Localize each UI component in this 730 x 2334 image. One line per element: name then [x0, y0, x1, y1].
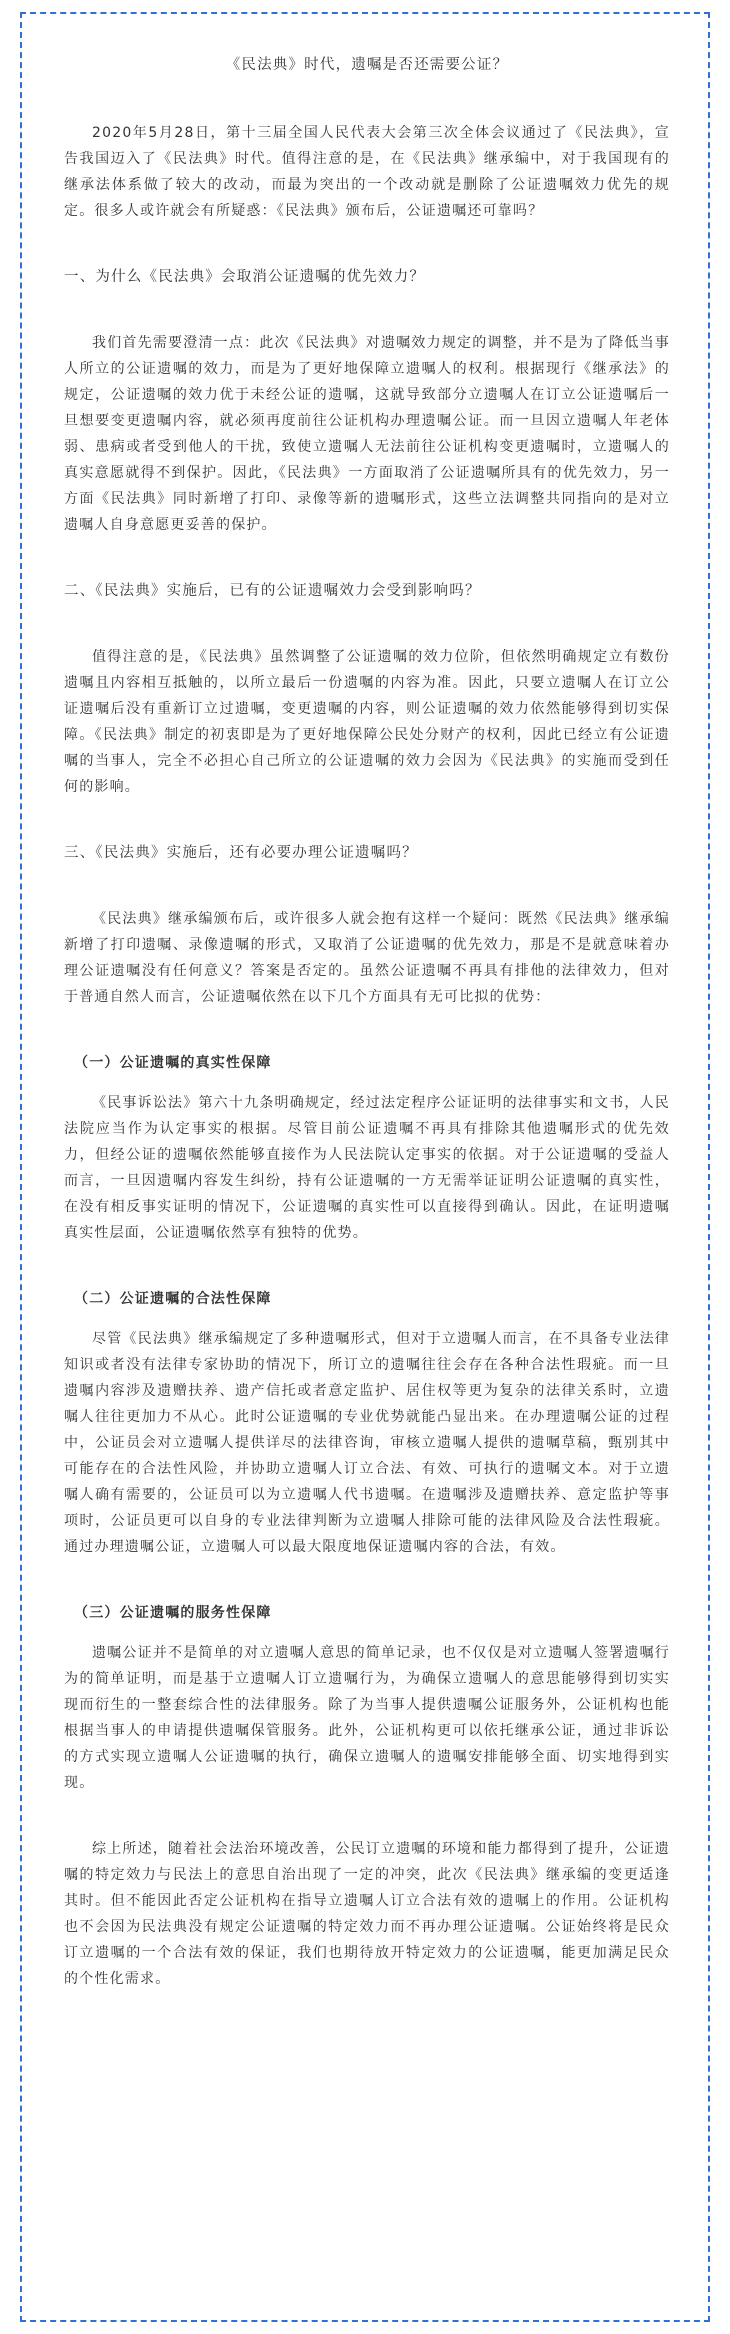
subsection-1-paragraph: 《民事诉讼法》第六十九条明确规定，经过法定程序公证证明的法律事实和文书，人民法院应当作为认定事实的根据。尽管目前公证遗嘱不再具有排除其他遗嘱形式的优先效力，但经公证的遗嘱依然能够直接作为人民法院认定事实的依据。对于公证遗嘱的受益人而言，一旦因遗嘱内容发生纠纷，持有公证遗嘱的一方无需举证证明公证遗嘱的真实性，在没有相反事实证明的情况下，公证遗嘱的真实性可以直接得到确认。因此，在证明遗嘱真实性层面，公证遗嘱依然享有独特的优势。: [64, 1095, 670, 1241]
section-1-heading: 一、为什么《民法典》会取消公证遗嘱的优先效力？: [64, 269, 426, 285]
article-title: 《民法典》时代，遗嘱是否还需要公证？: [225, 57, 509, 73]
subsection-1-heading: （一）公证遗嘱的真实性保障: [74, 1055, 272, 1071]
section-2-paragraph: 值得注意的是，《民法典》虽然调整了公证遗嘱的效力位阶，但依然明确规定立有数份遗嘱且内容相互抵触的，以所立最后一份遗嘱的内容为准。因此，只要立遗嘱人在订立公证遗嘱后没有重新订立过遗嘱，变更遗嘱的内容，则公证遗嘱的效力依然能够得到切实保障。《民法典》制定的初衷即是为了更好地保障公民处分财产的权利，因此已经立有公证遗嘱的当事人，完全不必担心自己所立的公证遗嘱的效力会因为《民法典》的实施而受到任何的影响。: [64, 649, 670, 795]
section-1-paragraph: 我们首先需要澄清一点：此次《民法典》对遗嘱效力规定的调整，并不是为了降低当事人所立的公证遗嘱的效力，而是为了更好地保障立遗嘱人的权利。根据现行《继承法》的规定，公证遗嘱的效力优于未经公证的遗嘱，这就导致部分立遗嘱人在订立公证遗嘱后一旦想要变更遗嘱内容，就必须再度前往公证机构办理遗嘱公证。而一旦因立遗嘱人年老体弱、患病或者受到他人的干扰，致使立遗嘱人无法前往公证机构变更遗嘱时，立遗嘱人的真实意愿就得不到保护。因此，《民法典》一方面取消了公证遗嘱所具有的优先效力，另一方面《民法典》同时新增了打印、录像等新的遗嘱形式，这些立法调整共同指向的是对立遗嘱人自身意愿更妥善的保护。: [64, 335, 670, 533]
article: [64, 52, 670, 2032]
section-3-paragraph: 《民法典》继承编颁布后，或许很多人就会抱有这样一个疑问：既然《民法典》继承编新增了打印遗嘱、录像遗嘱的形式，又取消了公证遗嘱的优先效力，那是不是就意味着办理公证遗嘱没有任何意义？答案是否定的。虽然公证遗嘱不再具有排他的法律效力，但对于普通自然人而言，公证遗嘱依然在以下几个方面具有无可比拟的优势：: [64, 911, 670, 1005]
section-2-heading: 二、《民法典》实施后，已有的公证遗嘱效力会受到影响吗？: [64, 583, 481, 599]
subsection-3-paragraph: 遗嘱公证并不是简单的对立遗嘱人意思的简单记录，也不仅仅是对立遗嘱人签署遗嘱行为的简单证明，而是基于立遗嘱人订立遗嘱行为，为确保立遗嘱人的意思能够得到切实实现而衍生的一整套综合性的法律服务。除了为当事人提供遗嘱公证服务外，公证机构也能根据当事人的申请提供遗嘱保管服务。此外，公证机构更可以依托继承公证，通过非诉讼的方式实现立遗嘱人公证遗嘱的执行，确保立遗嘱人的遗嘱安排能够全面、切实地得到实现。: [64, 1645, 670, 1791]
intro-paragraph: 2020年5月28日，第十三届全国人民代表大会第三次全体会议通过了《民法典》，宣告我国迈入了《民法典》时代。值得注意的是，在《民法典》继承编中，对于我国现有的继承法体系做了较大的改动，而最为突出的一个改动就是删除了公证遗嘱效力优先的规定。很多人或许就会有所疑惑：《民法典》颁布后，公证遗嘱还可靠吗？: [64, 125, 670, 219]
section-3-heading: 三、《民法典》实施后，还有必要办理公证遗嘱吗？: [64, 845, 418, 861]
subsection-2-heading: （二）公证遗嘱的合法性保障: [74, 1291, 272, 1307]
subsection-3-heading: （三）公证遗嘱的服务性保障: [74, 1605, 272, 1621]
subsection-2-paragraph: 尽管《民法典》继承编规定了多种遗嘱形式，但对于立遗嘱人而言，在不具备专业法律知识或者没有法律专家协助的情况下，所订立的遗嘱往往会存在各种合法性瑕疵。而一旦遗嘱内容涉及遗赠扶养、遗产信托或者意定监护、居住权等更为复杂的法律关系时，立遗嘱人往往更加力不从心。此时公证遗嘱的专业优势就能凸显出来。在办理遗嘱公证的过程中，公证员会对立遗嘱人提供详尽的法律咨询，审核立遗嘱人提供的遗嘱草稿，甄别其中可能存在的合法性风险，并协助立遗嘱人订立合法、有效、可执行的遗嘱文本。对于立遗嘱人确有需要的，公证员可以为立遗嘱人代书遗嘱。在遗嘱涉及遗赠扶养、意定监护等事项时，公证员更可以自身的专业法律判断为立遗嘱人排除可能的法律风险及合法性瑕疵。通过办理遗嘱公证，立遗嘱人可以最大限度地保证遗嘱内容的合法，有效。: [64, 1331, 670, 1555]
conclusion-paragraph: 综上所述，随着社会法治环境改善，公民订立遗嘱的环境和能力都得到了提升，公证遗嘱的特定效力与民法上的意思自治出现了一定的冲突，此次《民法典》继承编的变更适逢其时。但不能因此否定公证机构在指导立遗嘱人订立合法有效的遗嘱上的作用。公证机构也不会因为民法典没有规定公证遗嘱的特定效力而不再办理公证遗嘱。公证始终将是民众订立遗嘱的一个合法有效的保证，我们也期待放开特定效力的公证遗嘱，能更加满足民众的个性化需求。: [64, 1841, 670, 1987]
